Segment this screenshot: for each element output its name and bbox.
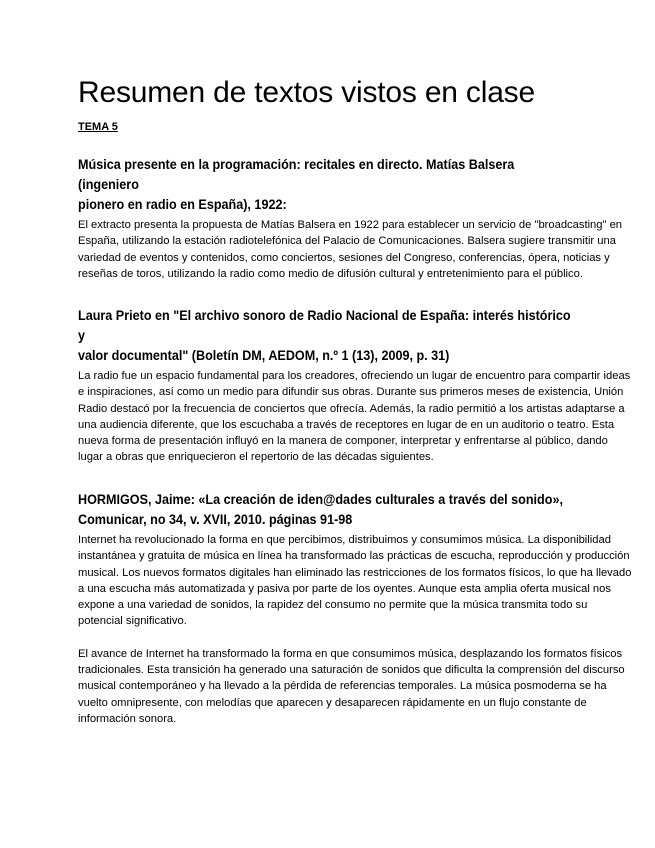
section-paragraph: El avance de Internet ha transformado la forma en que consumimos música, desplazando los formatos físicos tradicionales. Esta transición ha generado una saturación de sonidos que dificulta la comprensión del discurso musical contemporáneo y ha llevado a la pérdida de referencias temporales. La música posmoderna se ha vuelto omnipresente, con melodías que aparecen y desaparecen rápidamente en un flujo constante de información sonora.	[78, 647, 625, 725]
section-hormigos	[78, 489, 633, 727]
section-prieto	[78, 305, 633, 466]
section-heading-line: Música presente en la programación: recitales en directo. Matías Balsera (ingeniero	[78, 156, 515, 192]
section-paragraph: El extracto presenta la propuesta de Matías Balsera en 1922 para establecer un servicio de "broadcasting" en España, utilizando la estación radiotelefónica del Palacio de Comunicaciones. Balsera sugiere transmitir una variedad de eventos y contenidos, como conciertos, sesiones del Congreso, conferencias, ópera, noticias y reseñas de toros, utilizando la radio como medio de difusión cultural y entretenimiento para el público.	[78, 219, 623, 280]
section-heading	[78, 489, 633, 529]
section-balsera	[78, 154, 633, 282]
section-heading	[78, 154, 633, 214]
section-heading-line: HORMIGOS, Jaime: «La creación de iden@dades culturales a través del sonido»,	[78, 491, 563, 507]
topic-label: TEMA 5	[78, 121, 118, 133]
section-heading-line: pionero en radio en España), 1922:	[78, 196, 287, 212]
section-paragraph: La radio fue un espacio fundamental para los creadores, ofreciendo un lugar de encuentro para compartir ideas e inspiraciones, así como un medio para difundir sus obras. Durante sus primeros meses de existencia, Unión Radio destacó por la frecuencia de conciertos que ofrecía. Además, la radio permitió a los artistas adaptarse a una audiencia diferente, que los escuchaba a través de receptores en lugar de en un auditorio o teatro. Esta nueva forma de presentación influyó en la manera de componer, interpretar y enfrentarse al público, dando lugar a obras que enriquecieron el repertorio de las décadas siguientes.	[78, 370, 631, 464]
section-heading-line: Comunicar, no 34, v. XVII, 2010. páginas 91-98	[78, 511, 353, 527]
section-heading	[78, 305, 633, 365]
section-paragraph: Internet ha revolucionado la forma en que percibimos, distribuimos y consumimos música. La disponibilidad instantánea y gratuita de música en línea ha transformado las prácticas de escucha, reproducción y producción musical. Los nuevos formatos digitales han eliminado las restricciones de los formatos físicos, lo que ha llevado a una escucha más automatizada y pasiva por parte de los oyentes. Aunque esta amplia oferta musical nos expone a una variedad de sonidos, la rapidez del consumo no permite que la música transmita todo su potencial significativo.	[78, 534, 632, 628]
page-title: Resumen de textos vistos en clase	[78, 76, 535, 109]
document-page	[78, 74, 632, 725]
section-heading-line: valor documental" (Boletín DM, AEDOM, n.º 1 (13), 2009, p. 31)	[78, 347, 450, 363]
section-heading-line: Laura Prieto en "El archivo sonoro de Radio Nacional de España: interés histórico y	[78, 307, 571, 343]
